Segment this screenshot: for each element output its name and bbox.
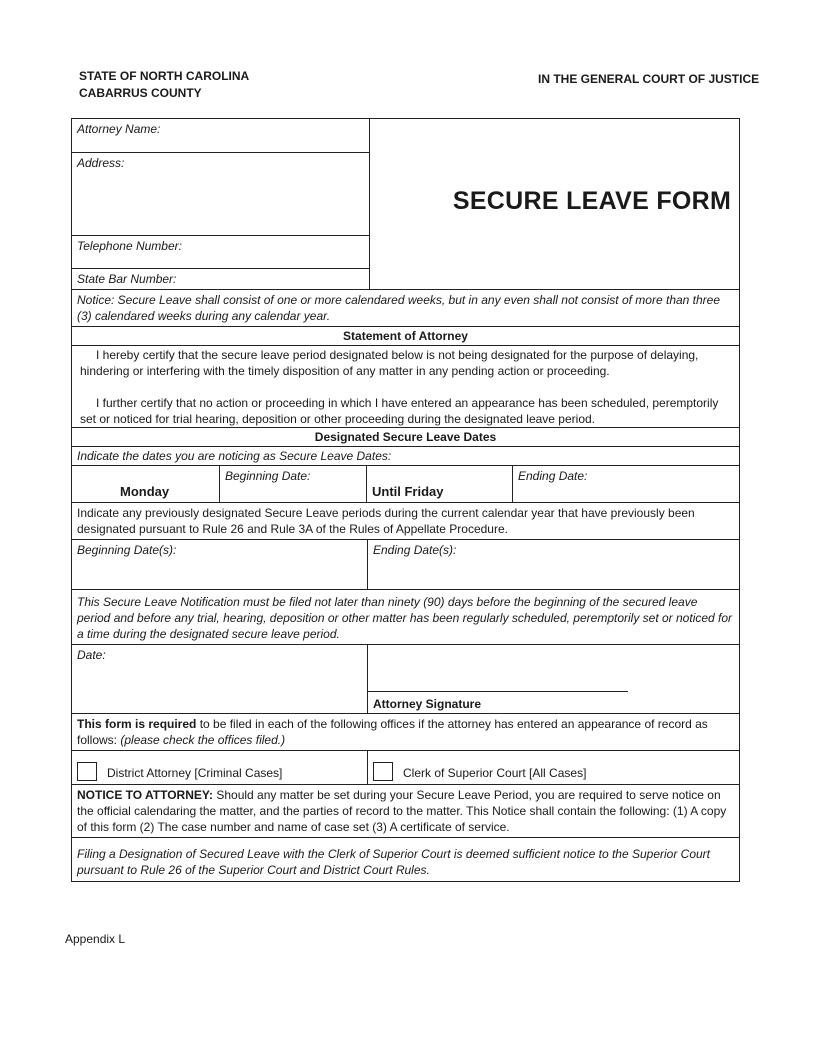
office-clerk xyxy=(367,751,739,784)
footer-notice: Filing a Designation of Secured Leave with the Clerk of Superior Court is deemed sufficient notice to the Superior Court pursuant to Rule 26 of the Superior Court and District Court Rules. xyxy=(77,847,710,877)
required-body: to be filed in each of the following offices if the attorney has entered an appearance of record as follows: xyxy=(77,717,708,747)
form-title: SECURE LEAVE FORM xyxy=(452,186,732,215)
dates-heading: Designated Secure Leave Dates xyxy=(314,430,497,444)
statement-body xyxy=(72,346,739,427)
district-attorney-label: District Attorney [Criminal Cases] xyxy=(107,766,283,780)
previous-instruction: Indicate any previously designated Secure Leave periods during the current calendar year that have previously been designated pursuant to Rule 26 and Rule 3A of the Rules of Appellate Procedure. xyxy=(77,506,695,536)
state-bar-label: State Bar Number: xyxy=(77,272,177,287)
state-bar-field[interactable] xyxy=(72,268,369,289)
monday-label: Monday xyxy=(120,484,170,499)
appendix-label: Appendix L xyxy=(65,932,126,946)
attorney-name-field[interactable] xyxy=(72,119,369,152)
signature-label: Attorney Signature xyxy=(373,697,482,711)
ending-dates-field[interactable] xyxy=(367,540,739,589)
beginning-date-label: Beginning Date: xyxy=(225,469,311,483)
ending-date-field[interactable] xyxy=(512,466,739,502)
telephone-label: Telephone Number: xyxy=(77,238,182,253)
notice-to-attorney-body: Should any matter be set during your Secure Leave Period, you are required to serve notice on the official calendaring the matter, and the parties of record to the matter. This Notice shall contain the following: (1) A copy of this form (2) The case number and name of case set (3) A certificate of service. xyxy=(77,788,727,834)
statement-paragraph-1: I hereby certify that the secure leave period designated below is not being designated for the purpose of delaying, hindering or interfering with the timely disposition of any matter in any pending action or proceeding. xyxy=(80,348,699,378)
state-label: STATE OF NORTH CAROLINA xyxy=(79,69,250,83)
attorney-name-label: Attorney Name: xyxy=(77,122,161,136)
address-label: Address: xyxy=(77,156,125,171)
notice-to-attorney-bold: NOTICE TO ATTORNEY: xyxy=(77,788,214,802)
notice-text: Notice: Secure Leave shall consist of one or more calendared weeks, but in any even shall not consist of more than three (3) calendared weeks during any calendar year. xyxy=(77,293,721,323)
date-label: Date: xyxy=(77,648,106,662)
beginning-dates-field[interactable] xyxy=(72,540,367,589)
notice-to-attorney xyxy=(72,785,739,837)
office-district-attorney xyxy=(72,751,367,784)
ending-date-label: Ending Date: xyxy=(518,469,588,483)
court-label: IN THE GENERAL COURT OF JUSTICE xyxy=(538,72,760,86)
header-left xyxy=(79,68,249,102)
required-italic: (please check the offices filed.) xyxy=(120,733,286,747)
telephone-field[interactable] xyxy=(72,235,369,268)
signature-field[interactable] xyxy=(367,645,739,713)
signature-line xyxy=(368,691,628,692)
beginning-date-field[interactable] xyxy=(219,466,366,502)
statement-heading: Statement of Attorney xyxy=(343,329,468,343)
clerk-label: Clerk of Superior Court [All Cases] xyxy=(403,766,587,780)
address-field[interactable] xyxy=(72,152,369,235)
required-text xyxy=(72,714,739,750)
date-field[interactable] xyxy=(72,645,367,713)
secure-leave-form xyxy=(71,118,740,882)
clerk-checkbox[interactable] xyxy=(373,762,393,781)
county-label: CABARRUS COUNTY xyxy=(79,86,202,100)
statement-paragraph-2: I further certify that no action or proceeding in which I have entered an appearance has been scheduled, peremptorily set or noticed for trial hearing, deposition or other proceeding during the designated leave period. xyxy=(80,396,719,426)
district-attorney-checkbox[interactable] xyxy=(77,762,97,781)
until-friday-label: Until Friday xyxy=(366,466,512,502)
filing-notice: This Secure Leave Notification must be filed not later than ninety (90) days before the beginning of the secured leave period and before any trial, hearing, deposition or other matter has been regularly scheduled, peremptorily set or noticed for a time during the designated secure leave period. xyxy=(77,595,733,641)
ending-dates-label: Ending Date(s): xyxy=(373,543,457,557)
beginning-dates-label: Beginning Date(s): xyxy=(77,543,177,557)
required-bold: This form is required xyxy=(77,717,197,731)
dates-instruction: Indicate the dates you are noticing as Secure Leave Dates: xyxy=(77,449,392,463)
